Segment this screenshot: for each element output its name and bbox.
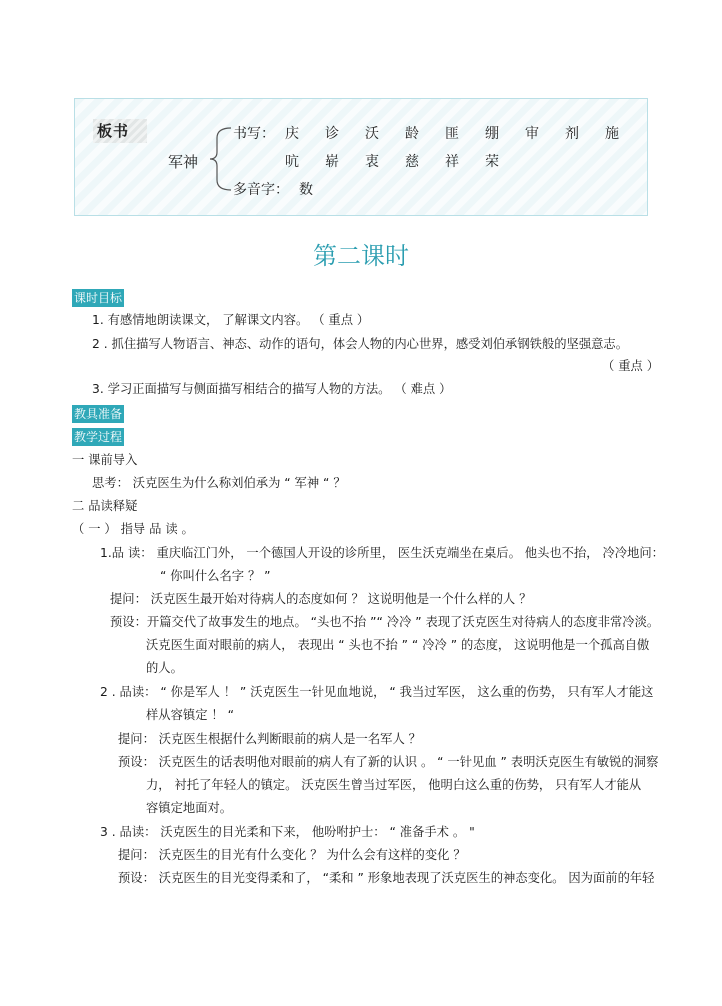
text-line: 容镇定地面对。 bbox=[146, 801, 233, 815]
char: 崭 bbox=[325, 154, 339, 170]
char: 沃 bbox=[365, 126, 379, 142]
text-line: 的人。 bbox=[146, 661, 183, 675]
board-topic: 军神 bbox=[168, 153, 199, 171]
text-line: （ 一 ） 指导 品 读 。 bbox=[72, 522, 194, 536]
text-line: 沃克医生面对眼前的病人， 表现出 “ 头也不抬 ” “ 冷冷 ” 的态度， 这说明他是一个孤高自傲 bbox=[146, 638, 650, 652]
text-line: 2 . 品读： “ 你是军人 ！ ” 沃克医生一针见血地说， “ 我当过军医， 这么重的伤势， 只有军人才能这 bbox=[100, 685, 654, 699]
char: 匪 bbox=[445, 126, 459, 142]
char: 吭 bbox=[285, 154, 299, 170]
text-line: 预设：开篇交代了故事发生的地点。 “头也不抬 ”“ 冷冷 ” 表现了沃克医生对待病人的态度非常冷淡。 bbox=[110, 615, 660, 629]
board-label: 板书 bbox=[93, 119, 147, 143]
goal-item: 3. 学习正面描写与侧面描写相结合的描写人物的方法。 （ 难点 ） bbox=[92, 382, 452, 396]
text-line: 提问： 沃克医生最开始对待病人的态度如何 ？ 这说明他是一个什么样的人 ？ bbox=[110, 592, 532, 606]
text-line: 一 课前导入 bbox=[72, 453, 138, 467]
text-line: 力， 衬托了年轻人的镇定。 沃克医生曾当过军医， 他明白这么重的伤势， 只有军人才能从 bbox=[146, 778, 642, 792]
text-line: 思考： 沃克医生为什么称刘伯承为 “ 军神 “ ？ bbox=[92, 476, 346, 490]
text-line: 提问： 沃克医生的目光有什么变化 ？ 为什么会有这样的变化 ？ bbox=[118, 848, 466, 862]
text-line: 提问： 沃克医生根据什么判断眼前的病人是一名军人 ？ bbox=[118, 732, 421, 746]
goal-item: 1. 有感情地朗读课文， 了解课文内容。 （ 重点 ） bbox=[92, 313, 370, 327]
char: 荣 bbox=[485, 154, 499, 170]
section-heading-prep: 教具准备 bbox=[74, 407, 123, 421]
char: 祥 bbox=[445, 154, 459, 170]
goal-tag: （ 重点 ） bbox=[602, 359, 660, 373]
text-line: 1.品 读： 重庆临江门外， 一个德国人开设的诊所里， 医生沃克端坐在桌后。 他头也不抬， 冷冷地问： bbox=[100, 546, 664, 560]
char: 衷 bbox=[365, 154, 379, 170]
text-line: “ 你叫什么名字 ？ ” bbox=[160, 569, 271, 583]
section-heading-process: 教学过程 bbox=[74, 430, 123, 444]
section-heading-goals: 课时目标 bbox=[74, 291, 123, 305]
goal-item: 2 . 抓住描写人物语言、神态、动作的语句，体会人物的内心世界，感受刘伯承钢铁般的坚强意志。 bbox=[92, 337, 629, 351]
board-line3-char: 数 bbox=[299, 182, 313, 198]
char: 剂 bbox=[565, 126, 579, 142]
page-title: 第二课时 bbox=[313, 242, 409, 270]
text-line: 二 品读释疑 bbox=[72, 499, 138, 513]
char: 慈 bbox=[405, 154, 419, 170]
text-line: 3 . 品读： 沃克医生的目光柔和下来， 他吩咐护士： “ 准备手术 。 " bbox=[100, 825, 475, 839]
board-line1-chars bbox=[285, 123, 619, 143]
board-line1-label: 书写： bbox=[233, 126, 275, 142]
char: 龄 bbox=[405, 126, 419, 142]
char: 诊 bbox=[325, 126, 339, 142]
char: 庆 bbox=[285, 126, 299, 142]
char: 审 bbox=[525, 126, 539, 142]
blackboard-summary-box bbox=[74, 98, 648, 216]
char: 绷 bbox=[485, 126, 499, 142]
board-line3-label: 多音字： bbox=[233, 182, 289, 198]
board-line2-chars bbox=[285, 151, 499, 171]
text-line: 预设： 沃克医生的话表明他对眼前的病人有了新的认识 。 “ 一针见血 ” 表明沃克医生有敏锐的洞察 bbox=[118, 755, 659, 769]
text-line: 预设： 沃克医生的目光变得柔和了， “柔和 ” 形象地表现了沃克医生的神态变化。 因为面前的年轻 bbox=[118, 871, 655, 885]
char: 施 bbox=[605, 126, 619, 142]
text-line: 样从容镇定 ！ “ bbox=[146, 708, 234, 722]
